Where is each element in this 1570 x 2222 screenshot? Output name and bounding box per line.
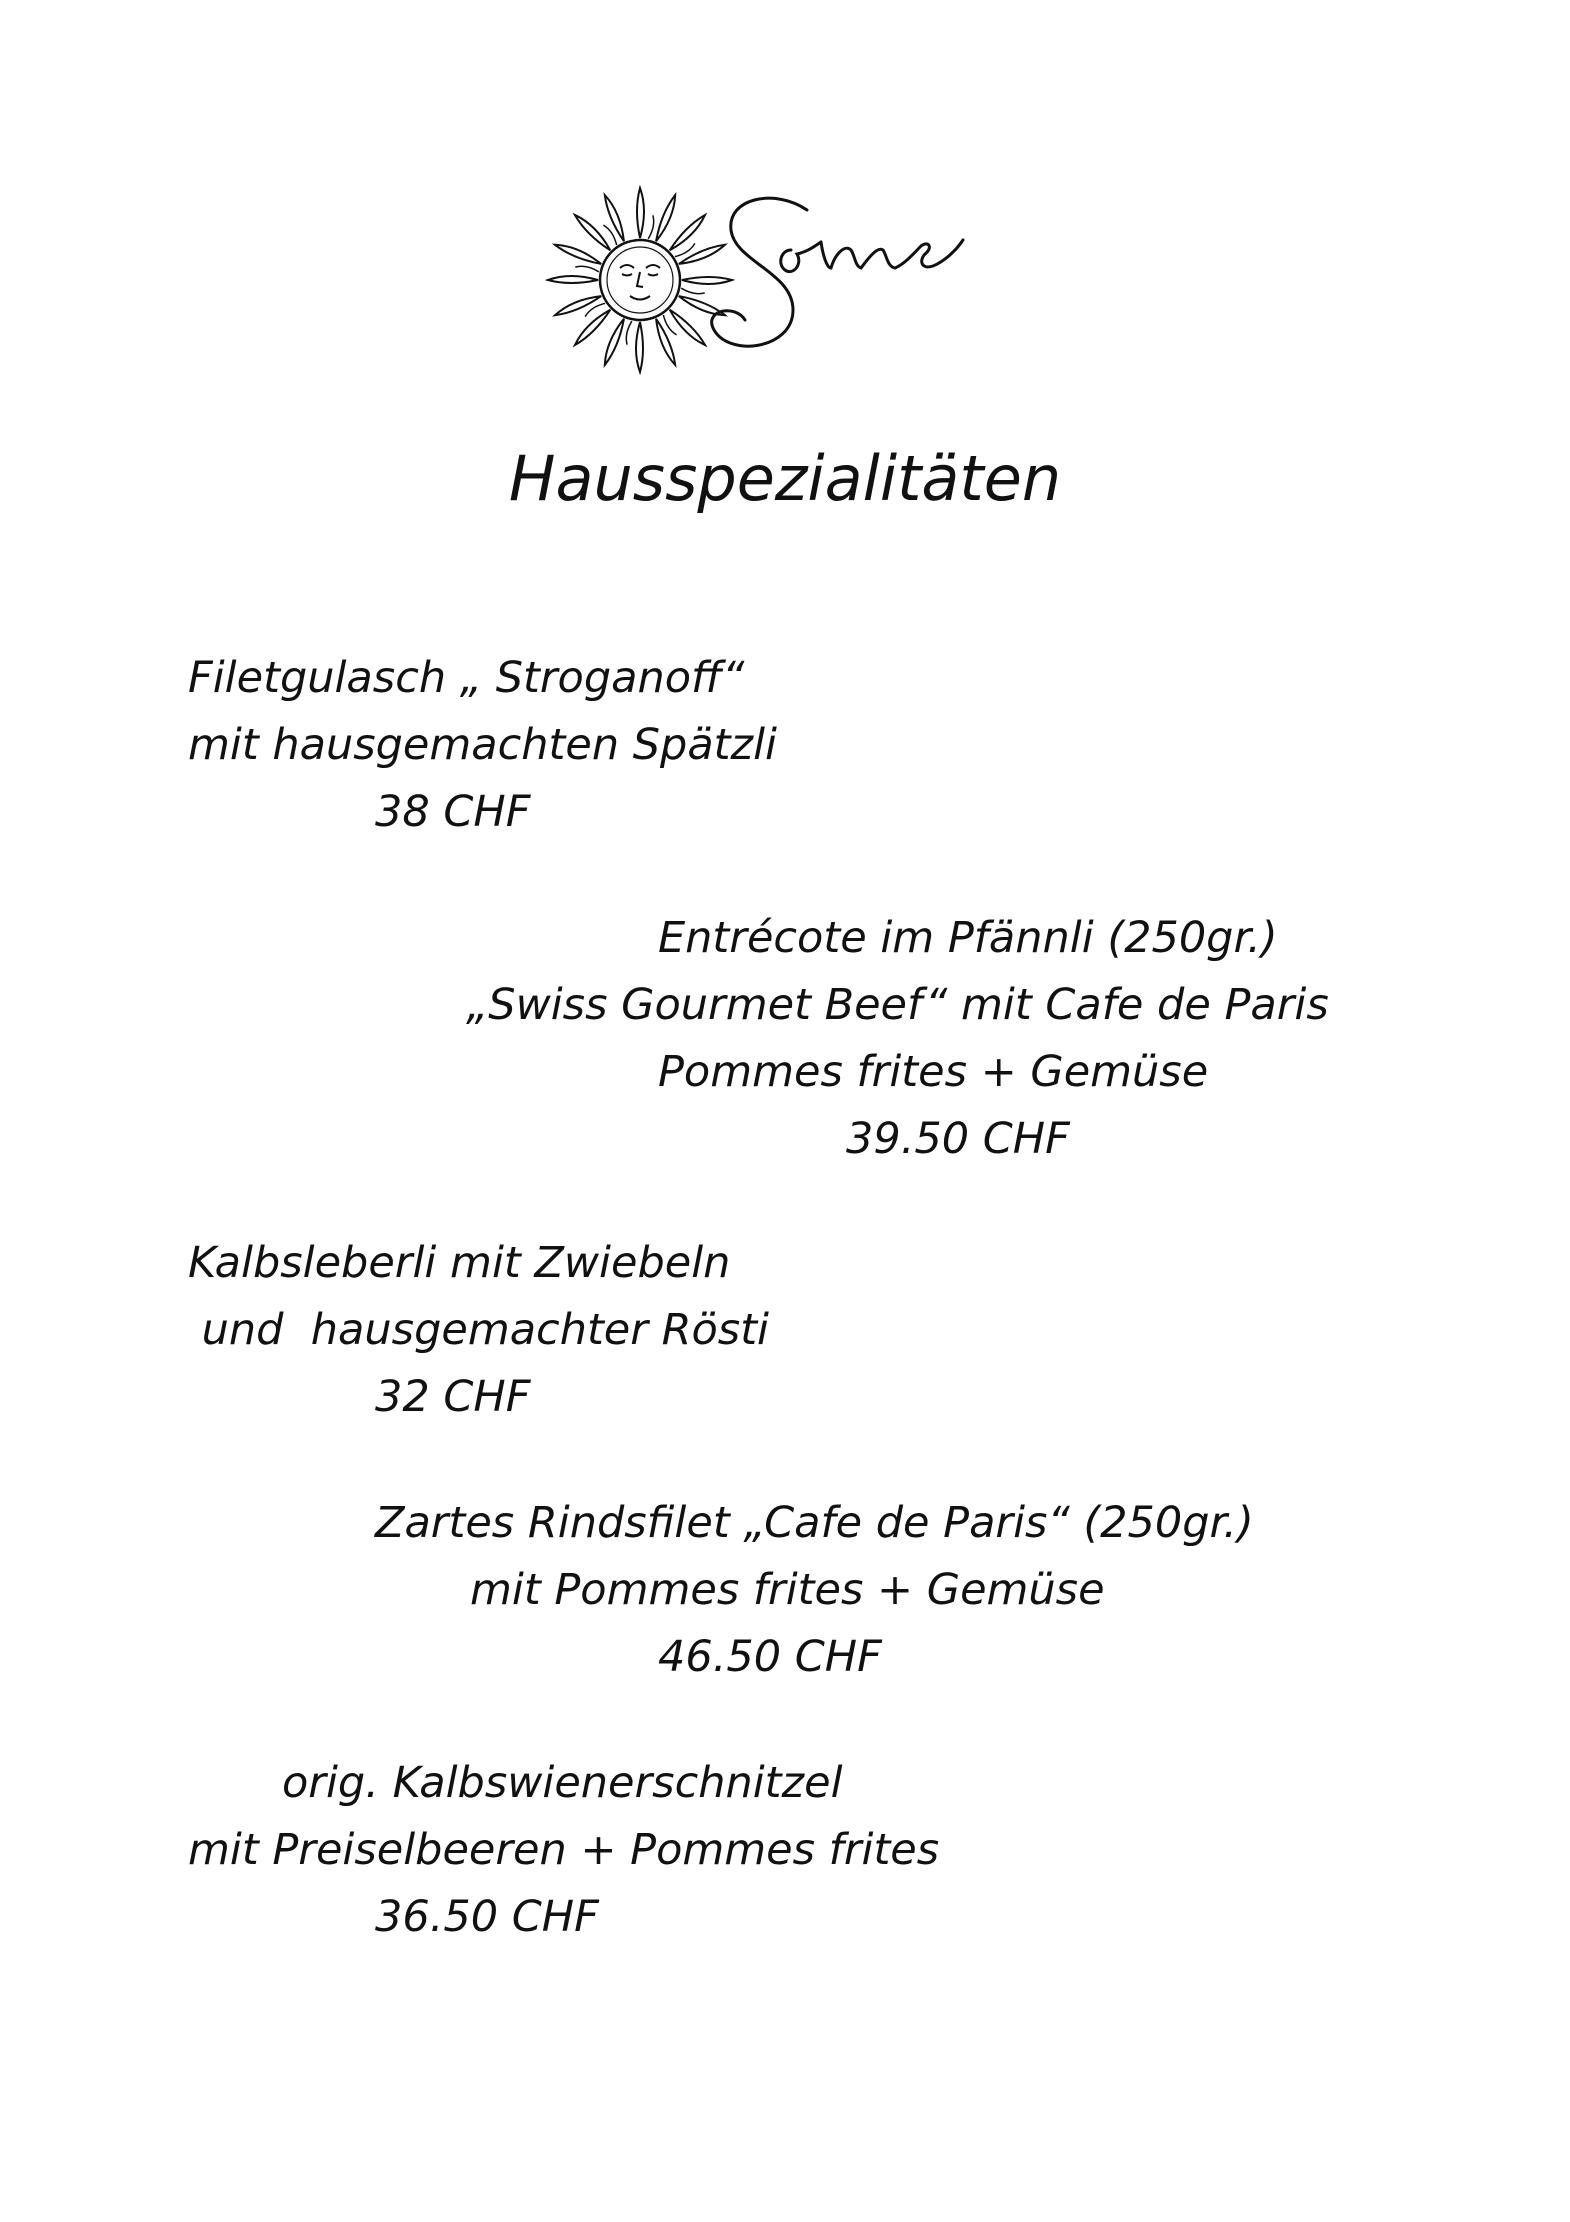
dish-line: mit Preiselbeeren + Pommes frites: [188, 1825, 940, 1875]
dish-line: Pommes frites + Gemüse: [658, 1047, 1209, 1097]
dish-line: Entrécote im Pfännli (250gr.): [658, 913, 1278, 963]
page-title: Hausspezialitäten: [508, 442, 1062, 515]
dish-line: und hausgemachter Rösti: [188, 1305, 770, 1355]
dish-line: orig. Kalbswienerschnitzel: [282, 1758, 843, 1808]
dish-price: 32 CHF: [375, 1372, 531, 1422]
dish-line: Filetgulasch „ Stroganoff“: [188, 653, 745, 703]
dish-line: „Swiss Gourmet Beef“ mit Cafe de Paris: [466, 980, 1329, 1030]
dish-price: 46.50 CHF: [658, 1632, 882, 1682]
dish-line: Zartes Rindsfilet „Cafe de Paris“ (250gr.): [375, 1498, 1254, 1548]
dish-line: Kalbsleberli mit Zwiebeln: [188, 1238, 731, 1288]
dish-line: mit hausgemachten Spätzli: [188, 720, 778, 770]
dish-price: 39.50 CHF: [846, 1114, 1070, 1164]
sonne-logo: [545, 180, 1065, 380]
sun-face-icon: [545, 180, 1065, 380]
dish-line: mit Pommes frites + Gemüse: [470, 1565, 1105, 1615]
dish-price: 38 CHF: [375, 787, 531, 837]
dish-price: 36.50 CHF: [375, 1892, 599, 1942]
